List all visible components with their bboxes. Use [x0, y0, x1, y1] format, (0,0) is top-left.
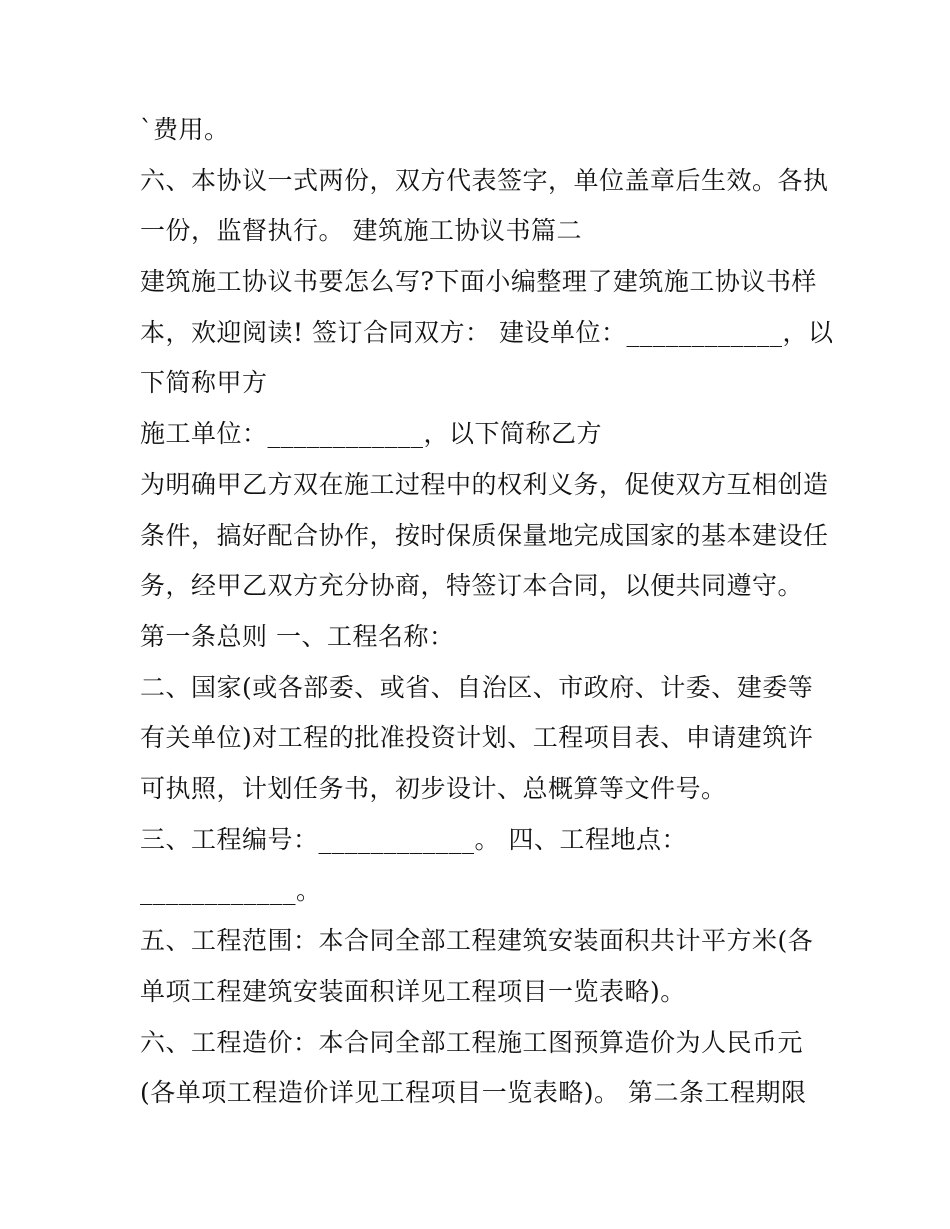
text-line: ____________。: [140, 876, 322, 905]
text-line: 单项工程建筑安装面积详见工程项目一览表略)。: [140, 977, 686, 1006]
text-line: 六、本协议一式两份，双方代表签字，单位盖章后生效。各执: [140, 166, 829, 195]
text-line: 为明确甲乙方双在施工过程中的权利义务，促使双方互相创造: [140, 470, 829, 499]
text-line: 建筑施工协议书要怎么写?下面小编整理了建筑施工协议书样: [140, 267, 817, 296]
text-line: (各单项工程造价详见工程项目一览表略)。 第二条工程期限: [140, 1078, 807, 1107]
text-line: 务，经甲乙双方充分协商，特签订本合同，以便共同遵守。: [140, 571, 804, 600]
text-line: 有关单位)对工程的批准投资计划、工程项目表、申请建筑许: [140, 723, 814, 752]
text-line: 三、工程编号：____________。 四、工程地点：: [140, 825, 687, 854]
text-line: 可执照，计划任务书，初步设计、总概算等文件号。: [140, 774, 727, 803]
text-line: `费用。: [140, 115, 230, 144]
text-line: 本，欢迎阅读! 签订合同双方： 建设单位：____________，以: [140, 318, 834, 347]
text-line: 五、工程范围：本合同全部工程建筑安装面积共计平方米(各: [140, 926, 814, 955]
text-line: 第一条总则 一、工程名称：: [140, 622, 455, 651]
text-line: 六、工程造价：本合同全部工程施工图预算造价为人民币元: [140, 1028, 804, 1057]
text-line: 施工单位：____________，以下简称乙方: [140, 419, 603, 448]
text-line: 二、国家(或各部委、或省、自治区、市政府、计委、建委等: [140, 673, 814, 702]
text-line: 下简称甲方: [140, 368, 268, 397]
text-line: 条件，搞好配合协作，按时保质保量地完成国家的基本建设任: [140, 521, 829, 550]
text-line: 一份，监督执行。 建筑施工协议书篇二: [140, 216, 582, 245]
